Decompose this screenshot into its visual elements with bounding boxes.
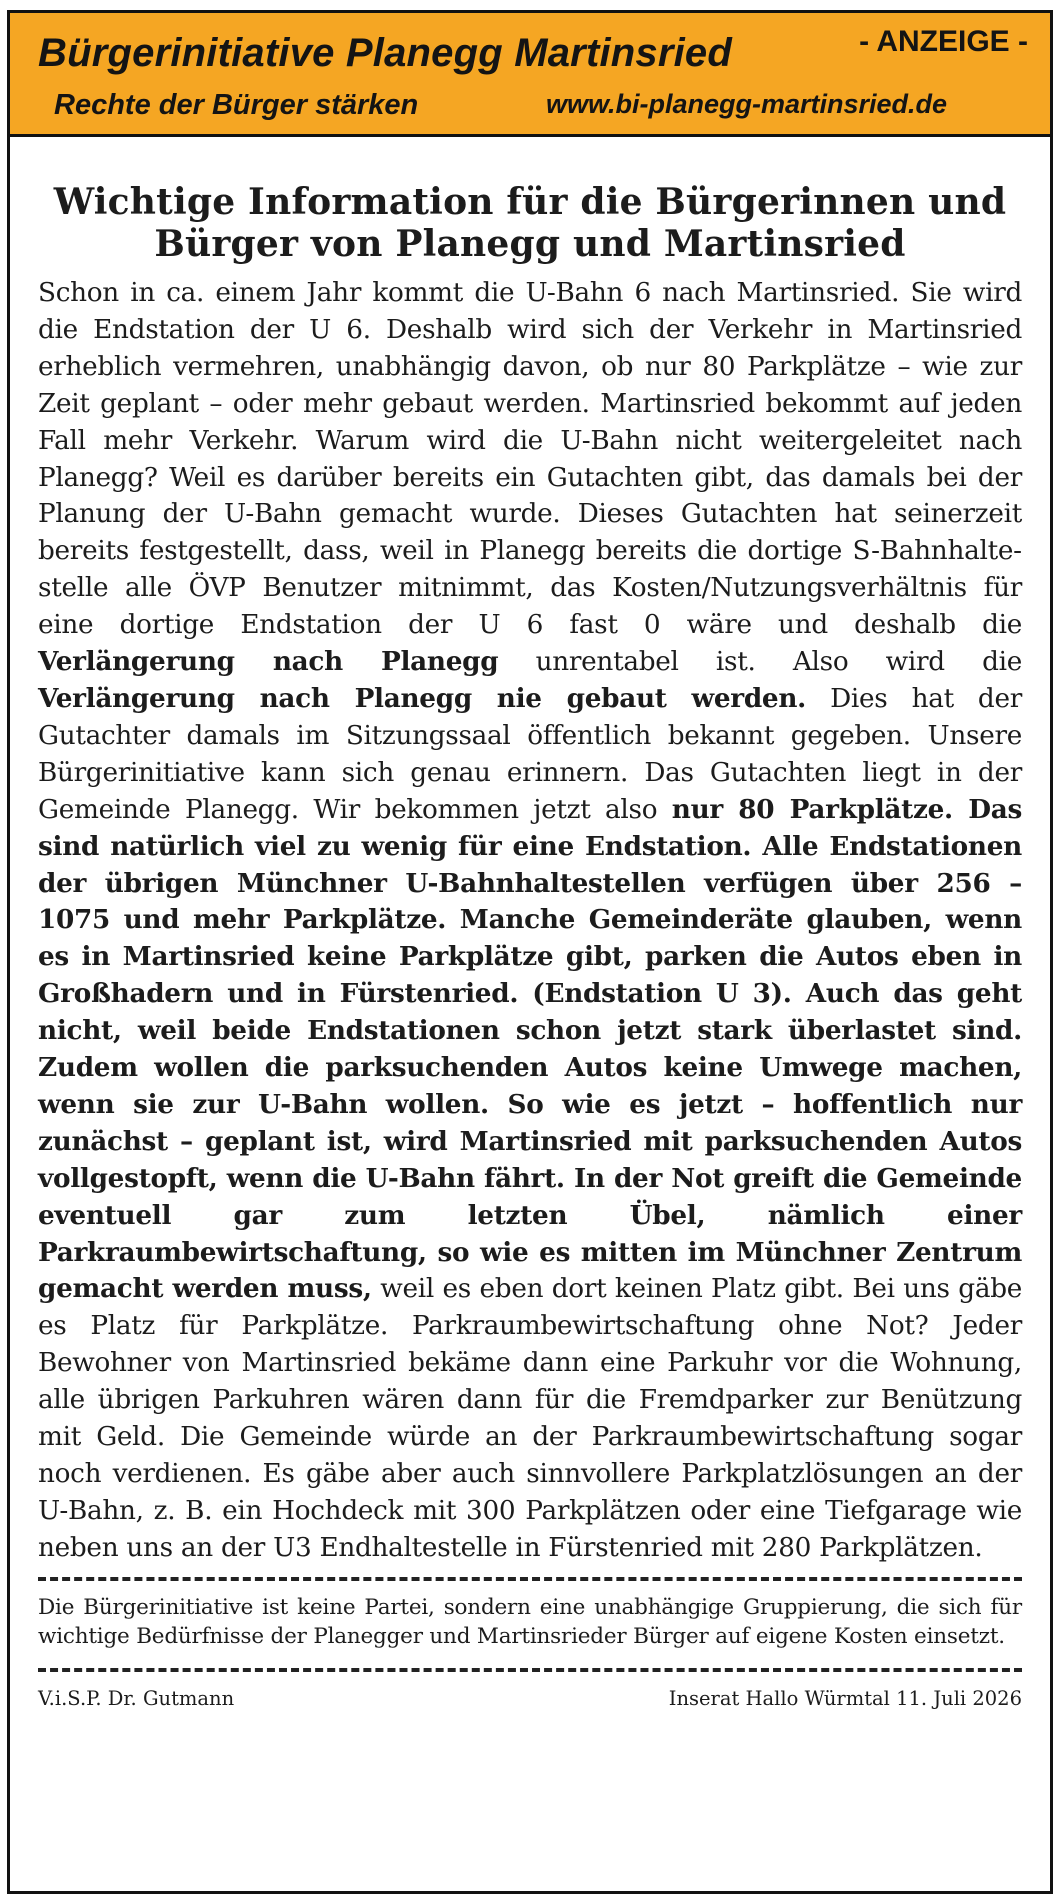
dashed-divider [38, 1668, 1022, 1672]
header-banner [10, 13, 1050, 137]
article-text-2: unrentabel ist. Also wird die [535, 647, 1022, 678]
publication-info: Inserat Hallo Würmtal 11. Juli 2026 [668, 1686, 1022, 1710]
headline [38, 181, 1022, 265]
article-text-1: Schon in ca. einem Jahr kommt die U-Bahn 6 nach Martinsried. Sie wird die Endstation der U 6. Deshalb wird sich der Verkehr in Martinsried erheblich vermehren, unabhängig davon, ob nur 80 Parkplätze – wie zur Zeit geplant – oder mehr gebaut werden. Martinsried bekommt auf jeden Fall mehr Verkehr. Warum wird die U-Bahn nicht weitergeleitet nach Planegg? Weil es darüber bereits ein Gutachten gibt, das damals bei der Planung der U-Bahn gemacht wurde. Dieses Gutachten hat seinerzeit bereits festgestellt, dass, weil in Planegg bereits die dortige S-Bahnhaltestelle alle ÖVP Benutzer mitnimmt, das Kosten/Nutzungsverhältnis für eine dortige Endstation der U 6 fast 0 wäre und deshalb die [38, 278, 1022, 641]
ad-label: - ANZEIGE - [859, 25, 1028, 58]
dashed-divider [38, 1577, 1022, 1581]
organization-name: Bürgerinitiative Planegg Martinsried [38, 31, 733, 75]
footer [38, 1686, 1022, 1716]
slogan: Rechte der Bürger stärken [54, 89, 419, 121]
responsible-person: V.i.S.P. Dr. Gutmann [38, 1686, 235, 1710]
headline-line-1: Wichtige Information für die Bürgerinnen und [53, 181, 1007, 223]
website-url: www.bi-planegg-martinsried.de [546, 89, 948, 119]
disclaimer-footnote: Die Bürgerinitiative ist keine Partei, sondern eine unabhängige Gruppierung, die sich für wichtige Bedürfnisse der Planegger und Martinsrieder Bürger auf eigene Kosten einsetzt. [38, 1594, 1022, 1650]
advertisement-frame [7, 10, 1053, 1894]
article-bold-3: nur 80 Parkplätze. Das sind natürlich viel zu wenig für eine Endstation. Alle Endstationen der übrigen Münchner U-Bahnhaltestellen verfügen über 256 – 1075 und mehr Parkplätze. Manche Gemeinderäte glauben, wenn es in Martinsried keine Parkplätze gibt, parken die Autos eben in Großhadern und in Fürstenried. (Endstation U 3). Auch das geht nicht, weil beide Endstationen schon jetzt stark überlastet sind. Zudem wollen die parksuchenden Autos keine Umwege machen, wenn sie zur U-Bahn wollen. So wie es jetzt – hoffentlich nur zunächst – geplant ist, wird Martinsried mit parksuchenden Autos vollgestopft, wenn die U-Bahn fährt. In der Not greift die Gemeinde eventuell gar zum letzten Übel, nämlich einer Parkraumbewirtschaftung, so wie es mitten im Münchner Zentrum gemacht werden muss, [38, 793, 1022, 1305]
article-body [38, 275, 1022, 1567]
article-text-4: weil es eben dort keinen Platz gibt. Bei uns gäbe es Platz für Parkplätze. Parkraumbewirtschaftung ohne Not? Jeder Bewohner von Martinsried bekäme dann eine Parkuhr vor die Wohnung, alle übrigen Parkuhren wären dann für die Fremdparker zur Benützung mit Geld. Die Gemeinde würde an der Parkraumbewirtschaftung sogar noch verdienen. Es gäbe aber auch sinnvollere Parkplatzlösungen an der U-Bahn, z. B. ein Hochdeck mit 300 Parkplätzen oder eine Tiefgarage wie neben uns an der U3 Endhaltestelle in Fürstenried mit 280 Parkplätzen. [38, 1274, 1022, 1563]
article-text-3: Dies hat der Gutachter damals im Sitzungssaal öffentlich bekannt gegeben. Unsere Bürgerinitiative kann sich genau erinnern. Das Gutachten liegt in der Gemeinde Planegg. Wir bekommen jetzt also [38, 683, 1022, 825]
ad-content [38, 137, 1022, 1716]
article-bold-1: Verlängerung nach Planegg [38, 646, 499, 678]
article-bold-2: Verlängerung nach Planegg nie gebaut werden. [38, 682, 807, 714]
headline-line-2: Bürger von Planegg und Martinsried [154, 223, 906, 265]
